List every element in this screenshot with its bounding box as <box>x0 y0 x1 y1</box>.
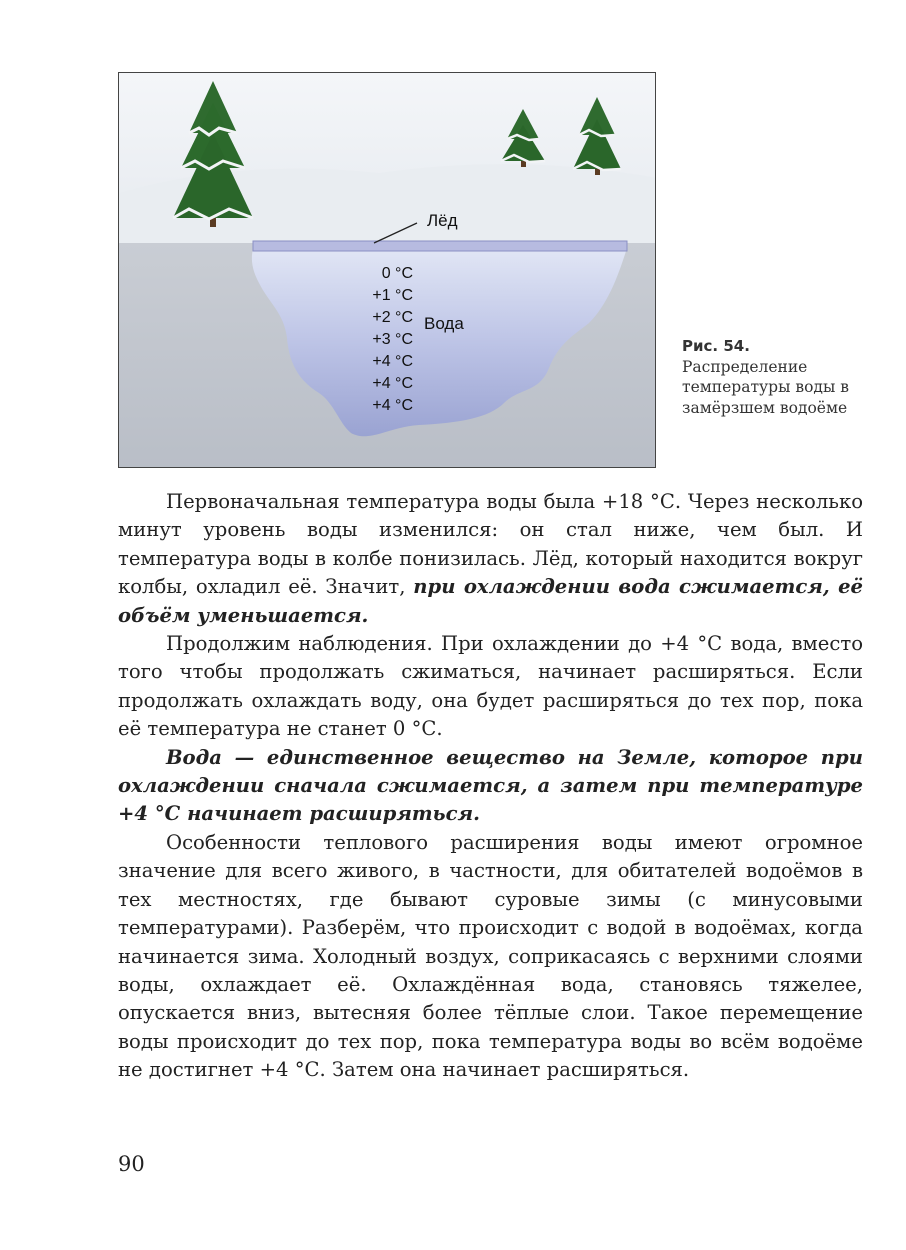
caption-text: Распределение температуры воды в замёрзшем водоёме <box>682 357 849 417</box>
page-number: 90 <box>118 1152 145 1176</box>
caption-number: Рис. 54. <box>682 337 750 355</box>
temperature-value: +4 °C <box>372 397 413 414</box>
ice-layer <box>253 241 627 251</box>
temperature-value: +4 °C <box>372 353 413 370</box>
paragraph-1-text: Первоначальная температура воды была +18 °С. Через несколько минут уровень воды изменился: он стал ниже, чем был. И температура воды в колбе понизилась. Лёд, который находится вокруг колбы, охладил её. Значит, <box>118 490 863 599</box>
body-text <box>118 488 863 1085</box>
figure-caption <box>682 336 862 418</box>
temperature-column <box>355 263 413 417</box>
paragraph-2: Продолжим наблюдения. При охлаждении до +4 °С вода, вместо того чтобы продолжать сжиматься, начинает расширяться. Если продолжать охлаждать воду, она будет расширяться до тех пор, пока её температура не станет 0 °С. <box>118 632 863 741</box>
water-label: Вода <box>424 314 464 333</box>
temperature-value: +2 °C <box>372 309 413 326</box>
figure-frozen-pond <box>118 72 656 468</box>
ice-label: Лёд <box>427 211 458 230</box>
paragraph-1-emphasis: при охлаждении вода сжимается, её объём уменьшается. <box>118 575 863 627</box>
paragraph-3-rule: Вода — единственное вещество на Земле, которое при охлаждении сначала сжимается, а затем при температуре +4 °С начинает расширяться. <box>118 745 863 826</box>
temperature-value: +1 °C <box>372 287 413 304</box>
paragraph-4: Особенности теплового расширения воды имеют огромное значение для всего живого, в частности, для обитателей водоёмов в тех местностях, где бывают суровые зимы (с минусовыми температурами). Разберём, что происходит с водой в водоёмах, когда начинается зима. Холодный воздух, соприкасаясь с верхними слоями воды, охлаждает её. Охлаждённая вода, становясь тяжелее, опускается вниз, вытесняя более тёплые слои. Такое перемещение воды происходит до тех пор, пока температура воды во всём водоёме не достигнет +4 °С. Затем она начинает расширяться. <box>118 830 863 1082</box>
temperature-value: +4 °C <box>372 375 413 392</box>
temperature-value: 0 °C <box>381 265 413 282</box>
temperature-value: +3 °C <box>372 331 413 348</box>
paragraph-1 <box>118 488 863 630</box>
